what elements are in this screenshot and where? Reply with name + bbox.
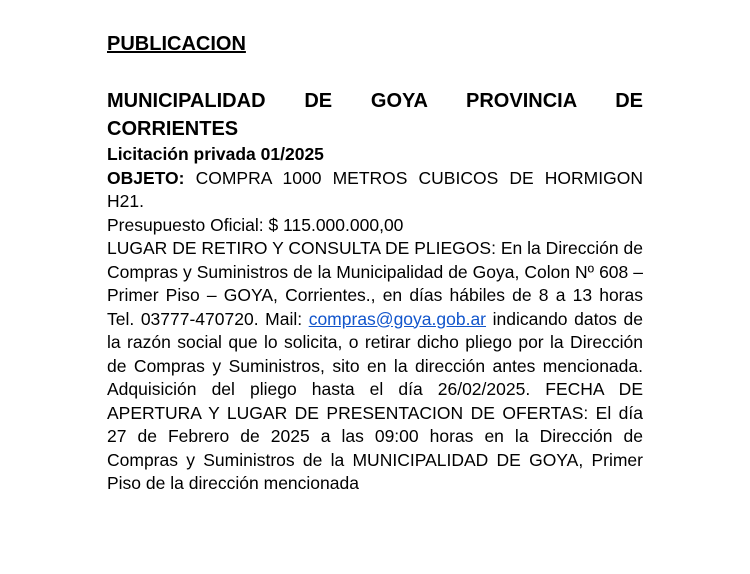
email-link[interactable]: compras@goya.gob.ar bbox=[308, 308, 487, 329]
object-text: COMPRA 1000 METROS CUBICOS DE HORMIGON H21. bbox=[107, 167, 643, 211]
organization-title: MUNICIPALIDAD DE GOYA PROVINCIA DE CORRIENTES bbox=[107, 90, 643, 140]
conditions-text-end: indicando datos de la razón social que lo solicita, o retirar dicho pliego por la Dirección de Compras y Suministros, sito en la dirección antes mencionada. Adquisición del pliego hasta el día 26/02/2025. FECHA DE APERTURA Y LUGAR DE PRESENTACION DE OFERTAS: El día 27 de Febrero de 2025 a las 09:00 horas en la Dirección de Compras y Suministros de la MUNICIPALIDAD DE GOYA, Primer Piso de la dirección mencionada bbox=[107, 308, 643, 493]
conditions-text-start: LUGAR DE RETIRO Y CONSULTA DE PLIEGOS: En la Dirección de Compras y Suministros de la Municipalidad de Goya, Colon Nº 608 – Primer Piso – GOYA, Corrientes., en días hábiles de 8 a 13 horas Tel. 03777-470720. Mail: bbox=[107, 238, 643, 329]
object-paragraph bbox=[107, 167, 643, 214]
publication-heading: PUBLICACION bbox=[107, 33, 246, 55]
conditions-paragraph bbox=[107, 237, 643, 496]
tender-number: Licitación privada 01/2025 bbox=[107, 144, 324, 164]
official-budget: Presupuesto Oficial: $ 115.000.000,00 bbox=[107, 214, 404, 235]
publication-document bbox=[107, 30, 643, 496]
object-label: OBJETO: bbox=[107, 167, 185, 188]
